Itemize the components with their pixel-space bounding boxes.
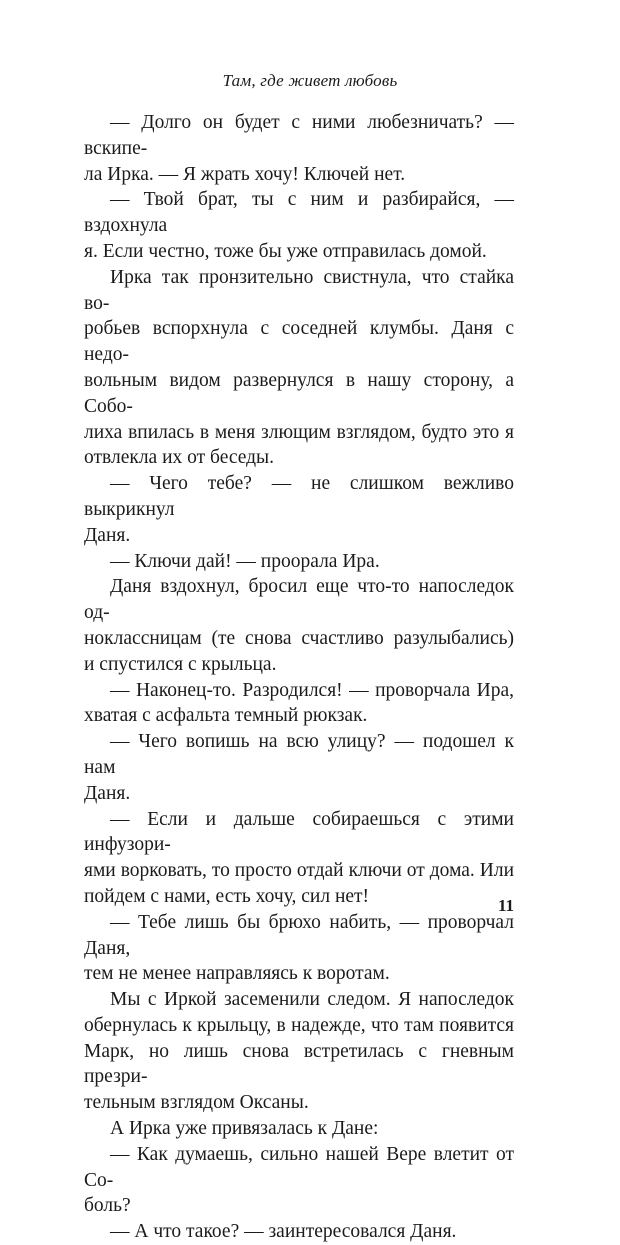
text-line: пойдем с нами, есть хочу, сил нет! — [84, 885, 370, 907]
paragraph — [84, 987, 514, 1116]
text-line: я. Если честно, тоже бы уже отправилась домой. — [84, 240, 487, 262]
paragraph — [84, 187, 514, 264]
text-line: Даня. — [84, 782, 131, 804]
text-line: робьев вспорхнула с соседней клумбы. Даня с недо- — [84, 318, 514, 366]
text-line: ла Ирка. — Я жрать хочу! Ключей нет. — [84, 163, 406, 185]
text-line: А Ирка уже привязалась к Дане: — [110, 1118, 379, 1140]
paragraph — [84, 807, 514, 910]
paragraph — [84, 549, 514, 575]
paragraph — [84, 265, 514, 471]
text-line: ноклассницам (те снова счастливо разулыбались) — [84, 627, 514, 649]
text-line: — А что такое? — заинтересовался Даня. — [110, 1221, 457, 1243]
paragraph — [84, 1219, 514, 1245]
text-line: Ирка так пронзительно свистнула, что стайка во- — [84, 266, 514, 314]
text-line: — Чего вопишь на всю улицу? — подошел к нам — [84, 731, 514, 778]
text-line: и спустился с крыльца. — [84, 653, 277, 675]
paragraph — [84, 729, 514, 806]
text-line: тельным взглядом Оксаны. — [84, 1092, 309, 1114]
page-number: 11 — [497, 896, 514, 915]
text-line: — Тебе лишь бы брюхо набить, — проворчал Даня, — [84, 911, 514, 959]
text-line: обернулась к крыльцу, в надежде, что там появится — [84, 1014, 514, 1036]
text-line: Даня вздохнул, бросил еще что-то напоследок од- — [84, 576, 514, 624]
paragraph — [84, 1116, 514, 1142]
text-line: тем не менее направляясь к воротам. — [84, 963, 390, 985]
text-line: ями ворковать, то просто отдай ключи от дома. Или — [84, 860, 514, 882]
paragraph — [84, 471, 514, 548]
text-line: лиха впилась в меня злющим взглядом, будто это я — [84, 421, 514, 443]
text-line: Мы с Иркой засеменили следом. Я напоследок — [110, 989, 514, 1011]
paragraph — [84, 678, 514, 730]
paragraph — [84, 1142, 514, 1219]
paragraph — [84, 574, 514, 677]
text-line: — Чего тебе? — не слишком вежливо выкрикнул — [84, 473, 514, 520]
text-line: — Ключи дай! — проорала Ира. — [110, 550, 380, 572]
text-line: отвлекла их от беседы. — [84, 447, 275, 469]
body-text — [84, 110, 514, 1245]
text-line: вольным видом развернулся в нашу сторону, а Собо- — [84, 369, 514, 417]
text-line: боль? — [84, 1195, 131, 1217]
text-line: — Твой брат, ты с ним и разбирайся, — вздохнула — [84, 189, 514, 237]
text-line: хватая с асфальта темный рюкзак. — [84, 705, 368, 727]
text-line: — Как думаешь, сильно нашей Вере влетит от Со- — [84, 1143, 514, 1191]
paragraph — [84, 110, 514, 187]
running-head: Там, где живет любовь — [222, 71, 398, 90]
text-line: — Долго он будет с ними любезничать? — вскипе- — [84, 112, 514, 159]
text-line: Даня. — [84, 524, 131, 546]
text-line: Марк, но лишь снова встретилась с гневным презри- — [84, 1040, 514, 1088]
paragraph — [84, 910, 514, 987]
text-line: — Наконец-то. Разродился! — проворчала Ира, — [110, 679, 514, 701]
text-line: — Если и дальше собираешься с этими инфузори- — [84, 808, 514, 856]
